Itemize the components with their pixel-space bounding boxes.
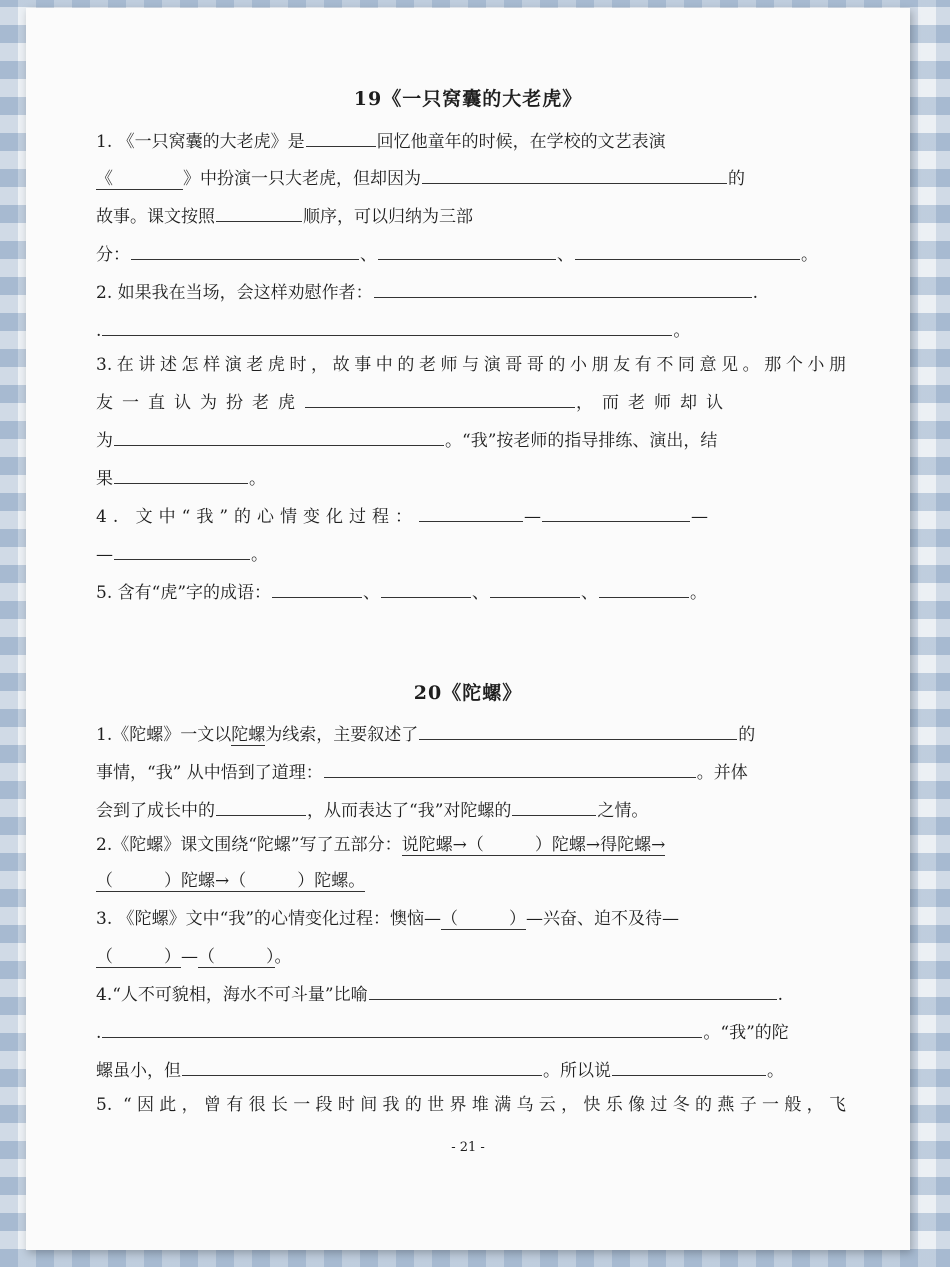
page-number: - 21 - xyxy=(451,1140,485,1155)
s20-q4-line2: . 。“我”的陀 xyxy=(96,1016,846,1046)
s20-q1-line3: 会到了成长中的 ，从而表达了“我”对陀螺的 之情。 xyxy=(96,794,846,824)
answer-blank[interactable] xyxy=(306,125,376,147)
answer-blank[interactable] xyxy=(216,200,302,222)
answer-blank[interactable] xyxy=(102,314,672,336)
answer-blank[interactable] xyxy=(114,424,444,446)
answer-blank[interactable] xyxy=(305,386,575,408)
s19-q1-line3: 故事。课文按照 顺序，可以归纳为三部 xyxy=(96,200,846,230)
s19-q3-line4: 果 。 xyxy=(96,462,846,492)
s19-q4-line1: 4. 文中“我”的心情变化过程： — — xyxy=(96,500,846,530)
s19-q1-line4: 分： 、 、 。 xyxy=(96,238,846,268)
s20-q2-line1: 2.《陀螺》课文围绕“陀螺”写了五部分：说陀螺→（ ）陀螺→得陀螺→ xyxy=(96,835,666,855)
answer-blank[interactable] xyxy=(422,162,727,184)
s19-q4-line2: — 。 xyxy=(96,538,846,568)
section-19-title: 19《一只窝囊的大老虎》 xyxy=(353,88,583,110)
s20-q4-line3: 螺虽小，但 。所以说 。 xyxy=(96,1054,846,1084)
s19-q3-line1: 3.在讲述怎样演老虎时，故事中的老师与演哥哥的小朋友有不同意见。那个小朋 xyxy=(96,355,846,375)
answer-blank[interactable] xyxy=(216,794,306,816)
s19-q2-line1: 2. 如果我在当场，会这样劝慰作者： . xyxy=(96,276,846,306)
s20-q1-line2: 事情，“我” 从中悟到了道理： 。并体 xyxy=(96,756,846,786)
s20-q1-line1: 1.《陀螺》一文以陀螺为线索，主要叙述了 的 xyxy=(96,718,846,748)
s20-q3-line1: 3. 《陀螺》文中“我”的心情变化过程：懊恼—（ ）—兴奋、迫不及待— xyxy=(96,909,680,929)
s20-q5-line1: 5. “因此，曾有很长一段时间我的世界堆满乌云，快乐像过冬的燕子一般，飞 xyxy=(96,1095,846,1115)
answer-blank[interactable] xyxy=(542,500,690,522)
answer-blank[interactable] xyxy=(419,718,737,740)
s19-q5: 5. 含有“虎”字的成语： 、 、 、 。 xyxy=(96,576,846,606)
answer-blank[interactable] xyxy=(374,276,752,298)
answer-blank[interactable] xyxy=(490,576,580,598)
answer-blank[interactable] xyxy=(102,1016,702,1038)
s19-q3-line3: 为 。“我”按老师的指导排练、演出，结 xyxy=(96,424,846,454)
s20-q3-line2: （ ）—（ ）。 xyxy=(96,947,292,967)
s19-q2-line2: . 。 xyxy=(96,314,846,344)
answer-blank[interactable] xyxy=(378,238,556,260)
answer-blank[interactable] xyxy=(612,1054,766,1076)
answer-blank[interactable] xyxy=(369,978,777,1000)
answer-blank[interactable] xyxy=(324,756,696,778)
s19-q1-line1: 1. 《一只窝囊的大老虎》是 回忆他童年的时候，在学校的文艺表演 xyxy=(96,125,846,155)
s19-q1-line2: 《 》中扮演一只大老虎，但却因为 的 xyxy=(96,162,846,192)
answer-blank[interactable] xyxy=(131,238,359,260)
answer-blank[interactable] xyxy=(575,238,800,260)
answer-blank[interactable] xyxy=(114,538,250,560)
answer-blank[interactable] xyxy=(114,462,248,484)
answer-blank[interactable] xyxy=(599,576,689,598)
answer-blank[interactable] xyxy=(419,500,523,522)
section-20-title: 20《陀螺》 xyxy=(413,682,523,704)
s19-q3-line2: 友一直认为扮老虎 ，而老师却认 xyxy=(96,386,846,416)
answer-blank[interactable] xyxy=(512,794,596,816)
s20-q2-line2: （ ）陀螺→（ ）陀螺。 xyxy=(96,871,366,891)
answer-blank[interactable] xyxy=(272,576,362,598)
s20-q4-line1: 4.“人不可貌相，海水不可斗量”比喻 . xyxy=(96,978,846,1008)
answer-blank[interactable] xyxy=(182,1054,542,1076)
answer-blank[interactable] xyxy=(381,576,471,598)
worksheet-page xyxy=(26,8,910,1250)
